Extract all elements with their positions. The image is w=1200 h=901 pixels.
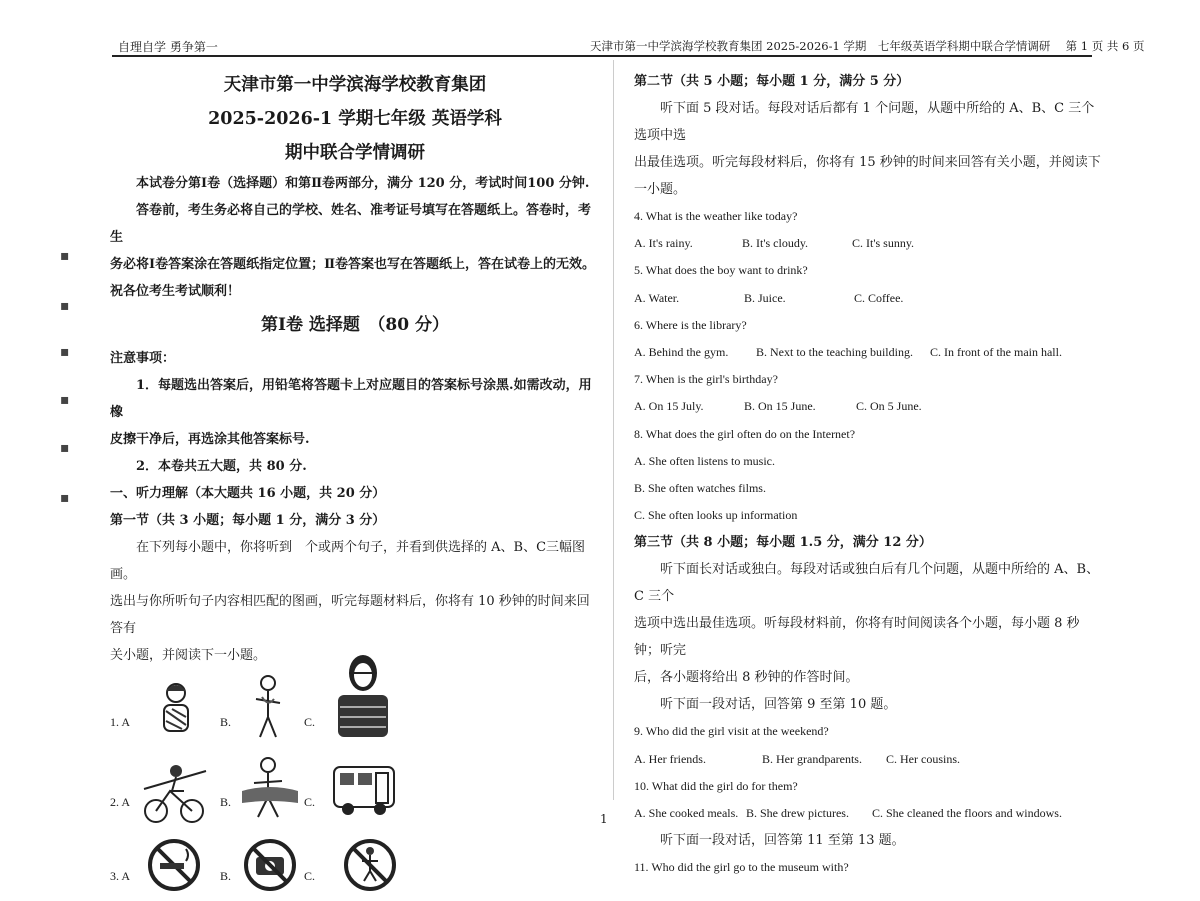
question-9: 9. Who did the girl visit at the weekend? (634, 724, 829, 739)
option-b: B. On 15 June. (744, 399, 816, 414)
no-littering-icon (342, 837, 398, 893)
section1-heading: 第一节（共 3 小题；每小题 1 分，满分 3 分） (110, 513, 386, 528)
option-b: B. Next to the teaching building. (756, 345, 913, 360)
picture-row-2 (110, 767, 600, 827)
intro-line: 祝各位考生考试顺利！ (110, 284, 241, 299)
question-8: 8. What does the girl often do on the Internet? (634, 426, 856, 441)
note-line: 1．每题选出答案后，用铅笔将答题卡上对应题目的答案标号涂黑.如需改动，用橡 (110, 378, 592, 420)
section1-directions: 在下列每小题中，你将听到 个或两个句子，并看到供选择的 A、B、C三幅图画。 (110, 540, 586, 582)
exam-title-line1: 天津市第一中学滨海学校教育集团 (223, 75, 487, 95)
section3-directions: 选项中选出最佳选项。听每段材料前，你将有时间阅读各个小题，每小题 8 秒钟；听完 (634, 616, 1080, 659)
listening-heading: 一、听力理解（本大题共 16 小题，共 20 分） (110, 486, 386, 501)
header-motto: 自理自学 勇争第一 (118, 40, 218, 54)
question-6-options (634, 339, 1104, 366)
notes-heading: 注意事项： (110, 351, 176, 366)
option-a: A. On 15 July. (634, 399, 704, 414)
binding-mark: ▪ (60, 344, 70, 360)
option-c: C. She cleaned the floors and windows. (872, 806, 1062, 821)
dialogue-instruction: 听下面一段对话，回答第 9 至第 10 题。 (660, 697, 897, 713)
exam-title-line3: 期中联合学情调研 (285, 143, 425, 163)
section3-heading: 第三节（共 8 小题；每小题 1.5 分，满分 12 分） (634, 535, 932, 551)
question-5-options (634, 285, 1104, 312)
option-b: B. She often watches films. (634, 481, 766, 496)
person-picture-icon (330, 651, 396, 743)
intro-line: 务必将Ⅰ卷答案涂在答题纸指定位置；Ⅱ卷答案也写在答题纸上，答在试卷上的无效。 (110, 257, 596, 272)
option-label: C. (304, 869, 316, 883)
option-label: B. (220, 869, 232, 883)
section2-heading: 第二节（共 5 小题；每小题 1 分，满分 5 分） (634, 74, 910, 89)
question-4-options (634, 230, 1104, 257)
question-number: 2. A (110, 795, 131, 809)
page-number: 1 (600, 812, 608, 826)
section3-directions: 后，各小题将给出 8 秒钟的作答时间。 (634, 670, 859, 686)
option-a: A. Behind the gym. (634, 345, 729, 360)
option-b: B. It's cloudy. (742, 236, 809, 251)
option-a: A. She often listens to music. (634, 453, 775, 468)
binding-mark: ▪ (60, 392, 70, 408)
bicycle-icon (140, 761, 210, 827)
option-a: A. Water. (634, 290, 680, 305)
option-c: C. It's sunny. (852, 236, 915, 251)
question-7: 7. When is the girl's birthday? (634, 372, 778, 387)
option-label: B. (220, 795, 232, 809)
question-9-options (634, 746, 1104, 773)
intro-line: 答卷前，考生务必将自己的学校、姓名、准考证号填写在答题纸上。答卷时，考生 (110, 203, 592, 245)
option-c: C. She often looks up information (634, 508, 798, 523)
section1-directions: 关小题，并阅读下一小题。 (110, 648, 267, 663)
intro-line: 本试卷分第Ⅰ卷（选择题）和第Ⅱ卷两部分，满分 120 分，考试时间100 分钟. (136, 176, 590, 191)
header-exam-info: 天津市第一中学滨海学校教育集团 2025-2026-1 学期 七年级英语学科期中联合学情调研 第 1 页 共 6 页 (590, 39, 1145, 53)
picture-row-1 (110, 687, 600, 747)
option-b: B. Her grandparents. (762, 751, 862, 766)
no-smoking-icon (146, 837, 202, 893)
binding-mark: ▪ (60, 298, 70, 314)
option-label: C. (304, 795, 316, 809)
question-11: 11. Who did the girl go to the museum with? (634, 860, 849, 875)
option-a: A. It's rainy. (634, 236, 693, 251)
option-c: C. In front of the main hall. (930, 345, 1062, 360)
option-c: C. Her cousins. (886, 751, 960, 766)
question-10: 10. What did the girl do for them? (634, 778, 798, 793)
option-a: A. Her friends. (634, 751, 706, 766)
exam-title-line2: 2025-2026-1 学期七年级 英语学科 (208, 109, 502, 129)
question-5: 5. What does the boy want to drink? (634, 263, 808, 278)
question-4: 4. What is the weather like today? (634, 209, 798, 223)
question-number: 3. A (110, 869, 131, 883)
part1-title: 第Ⅰ卷 选择题 （80 分） (261, 315, 449, 335)
note-line: 皮擦干净后，再选涂其他答案标号. (110, 432, 310, 447)
section2-directions: 听下面 5 段对话。每段对话后都有 1 个问题，从题中所给的 A、B、C 三个选项中选 (634, 101, 1095, 143)
picture-row-3 (110, 841, 600, 901)
person-picture-icon (154, 681, 198, 743)
question-number: 1. A (110, 715, 131, 729)
option-c: C. Coffee. (854, 290, 904, 305)
option-c: C. On 5 June. (856, 399, 922, 414)
section2-directions: 出最佳选项。听完每段材料后，你将有 15 秒钟的时间来回答有关小题，并阅读下一小题。 (634, 155, 1101, 197)
left-column (110, 68, 600, 901)
no-photography-icon (242, 837, 298, 893)
question-7-options (634, 393, 1104, 420)
option-b: B. Juice. (744, 290, 786, 305)
walking-person-icon (240, 755, 300, 825)
option-label: C. (304, 715, 316, 729)
option-label: B. (220, 715, 232, 729)
dialogue-instruction: 听下面一段对话，回答第 11 至第 13 题。 (660, 833, 905, 849)
section3-directions: 听下面长对话或独白。每段对话或独白后有几个问题，从题中所给的 A、B、C 三个 (634, 562, 1100, 605)
binding-mark: ▪ (60, 248, 70, 264)
option-b: B. She drew pictures. (746, 806, 849, 821)
binding-mark: ▪ (60, 440, 70, 456)
person-picture-icon (246, 673, 290, 745)
binding-margin-marks (60, 220, 74, 540)
option-a: A. She cooked meals. (634, 806, 739, 821)
bus-icon (330, 759, 400, 821)
column-divider (613, 60, 614, 800)
note-line: 2．本卷共五大题，共 80 分. (136, 459, 307, 474)
question-10-options (634, 800, 1104, 827)
question-6: 6. Where is the library? (634, 317, 747, 332)
binding-mark: ▪ (60, 490, 70, 506)
right-column (634, 68, 1104, 881)
header-rule (112, 55, 1092, 57)
section1-directions: 选出与你所听句子内容相匹配的图画，听完每题材料后，你将有 10 秒钟的时间来回答有 (110, 594, 590, 636)
